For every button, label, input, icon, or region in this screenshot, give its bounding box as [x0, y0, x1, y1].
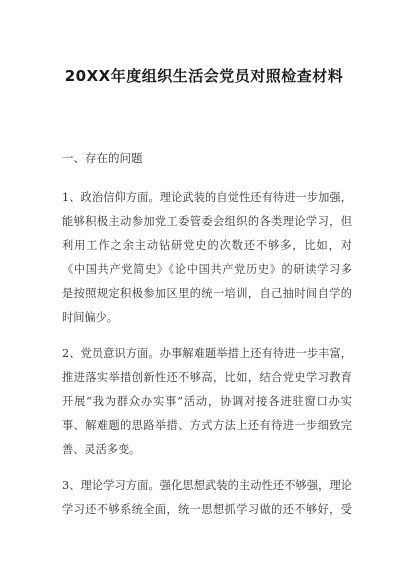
paragraph-line: 《中国共产党简史》《论中国共产党历史》的研读学习多 [62, 263, 352, 276]
paragraph-line: 开展“我为群众办实事”活动，协调对接各进驻窗口办实 [62, 395, 352, 408]
paragraph-line: 时间偏少。 [62, 311, 118, 324]
paragraph-line: 善、灵活多变。 [62, 443, 141, 456]
paragraph-line: 学习还不够系统全面，统一思想抓学习做的还不够好，受 [62, 503, 352, 516]
section-heading: 一、存在的问题 [62, 151, 143, 165]
paragraph-line: 事、解难题的思路举措、方式方法上还有待进一步细致完 [62, 419, 352, 432]
document-title: 20XX年度组织生活会党员对照检查材料 [64, 67, 344, 85]
paragraph-line: 推进落实举措创新性还不够高，比如，结合党史学习教育 [62, 371, 352, 384]
paragraph-political-belief [62, 186, 352, 330]
paragraph-line: 2、党员意识方面。办事解难题举措上还有待进一步丰富， [62, 347, 352, 360]
paragraph-line: 是按照规定积极参加区里的统一培训，自己抽时间自学的 [62, 287, 352, 300]
paragraph-line: 3、理论学习方面。强化思想武装的主动性还不够强，理论 [62, 479, 352, 492]
paragraph-line: 利用工作之余主动钻研党史的次数还不够多，比如，对 [62, 239, 352, 252]
paragraph-line: 1、政治信仰方面。理论武装的自觉性还有待进一步加强， [62, 191, 352, 204]
paragraph-line: 能够积极主动参加党工委管委会组织的各类理论学习，但 [62, 215, 352, 228]
paragraph-party-awareness [62, 342, 352, 462]
paragraph-theory-study [62, 474, 352, 522]
